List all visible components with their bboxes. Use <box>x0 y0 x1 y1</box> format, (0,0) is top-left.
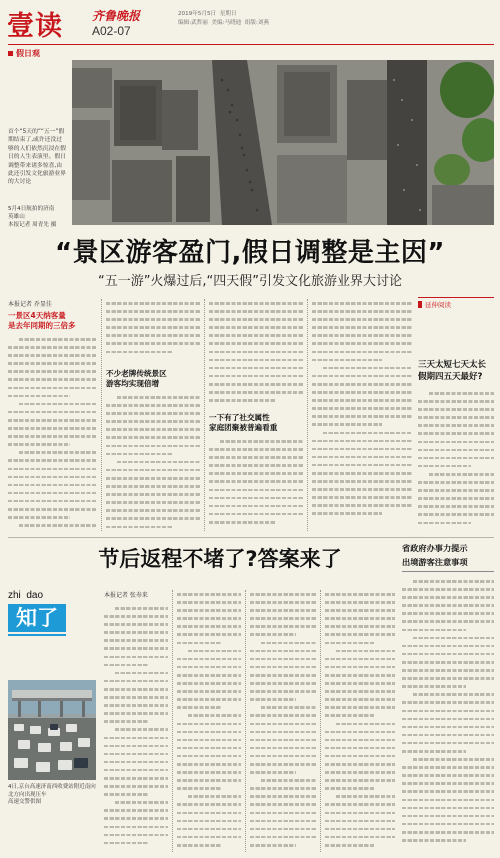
sidebar-extended-reading <box>418 297 494 534</box>
column-tag-label: 假日观 <box>16 49 40 58</box>
masthead-rule <box>8 44 494 45</box>
aerial-photo <box>72 60 494 225</box>
column-tag <box>8 48 40 59</box>
headline-sub: “五一游”火爆过后,“四天假”引发文化旅游业界大讨论 <box>97 274 403 289</box>
article2-headline: 节后返程不堵了?答案来了 <box>98 547 342 571</box>
photo-note-place: 英雄山 <box>8 214 25 220</box>
sidebar1-rule <box>418 297 494 298</box>
col-divider <box>204 299 205 531</box>
section-title: 壹读 <box>7 11 63 42</box>
sidebar2-kicker: 省政府办事力提示 <box>402 543 468 553</box>
photo-note-credit: 本报记者 周青先 摄 <box>8 222 57 228</box>
photo-note-date: 5月4日航拍的济南 <box>8 206 55 212</box>
article1-col3 <box>209 299 303 407</box>
zhidao-han: 知了 <box>8 604 66 632</box>
article1-col3b <box>209 437 303 531</box>
zhidao-pinyin: zhi dao <box>8 590 44 601</box>
photo-caption: 首个“5天的”“五一”假期结束了,或许还没过够的人们依然沉浸在假日的人生表演里。假日调整带来诸多惊喜,由此还引发文化旅游业界的大讨论 <box>8 129 66 186</box>
col-divider <box>307 299 308 531</box>
article1-subhead-mid1: 不少老牌传统景区 游客均实现倍增 <box>106 369 167 388</box>
headline-main: “景区游客盈门,假日调整是主因” <box>54 238 446 268</box>
article1-col1 <box>8 335 96 533</box>
masthead <box>0 0 500 58</box>
article1-byline: 本报记者 乔显佳 <box>8 301 52 308</box>
article2-col3 <box>250 590 316 852</box>
article1-subhead-mid2: 一下有了社交属性 家庭团聚被普遍看重 <box>209 413 278 432</box>
logo-paper-name: 齐鲁晚报 <box>92 9 141 23</box>
sidebar2-rule <box>402 571 494 572</box>
highway-photo <box>8 680 96 780</box>
sidebar2-body <box>402 577 494 853</box>
sidebar1-body <box>418 389 494 531</box>
zhidao-logo <box>8 590 74 660</box>
article2-col4 <box>325 590 395 852</box>
article1 <box>8 297 414 534</box>
article2-col1 <box>104 604 168 852</box>
highway-photo-caption: 4日,京台高速济南西收费站附近南向北方向出现压车 高速交警供图 <box>8 784 96 806</box>
page-number: A02-07 <box>92 24 131 38</box>
article1-col2 <box>106 299 200 359</box>
photo-note <box>8 205 66 229</box>
col-divider <box>245 590 246 852</box>
col-divider <box>101 299 102 531</box>
col-divider <box>172 590 173 852</box>
sidebar1-tag-label: 延伸阅读 <box>425 301 451 309</box>
article2-byline: 本报记者 张寿来 <box>104 592 148 599</box>
masthead-meta: 2019年5月5日 星期日 编辑:武哲丽 美编:马晓迪 组版:刘燕 <box>178 11 270 26</box>
sidebar2-title: 出境游客注意事项 <box>402 557 468 567</box>
article1-subhead-intro: 一景区4天纳客量 是去年同期的三倍多 <box>8 311 76 330</box>
col-divider <box>320 590 321 852</box>
tag-marker-icon <box>418 301 422 308</box>
sidebar-travel-tips <box>402 543 494 855</box>
article2-col2 <box>177 590 241 852</box>
section-divider <box>8 537 494 538</box>
zhidao-underline <box>8 634 66 636</box>
article1-col4 <box>312 299 412 531</box>
article1-col2b <box>106 393 200 531</box>
sidebar1-title: 三天太短七天太长 假期四五天最好? <box>418 360 487 382</box>
square-bullet-icon <box>8 51 13 56</box>
sidebar1-tag <box>418 300 451 309</box>
